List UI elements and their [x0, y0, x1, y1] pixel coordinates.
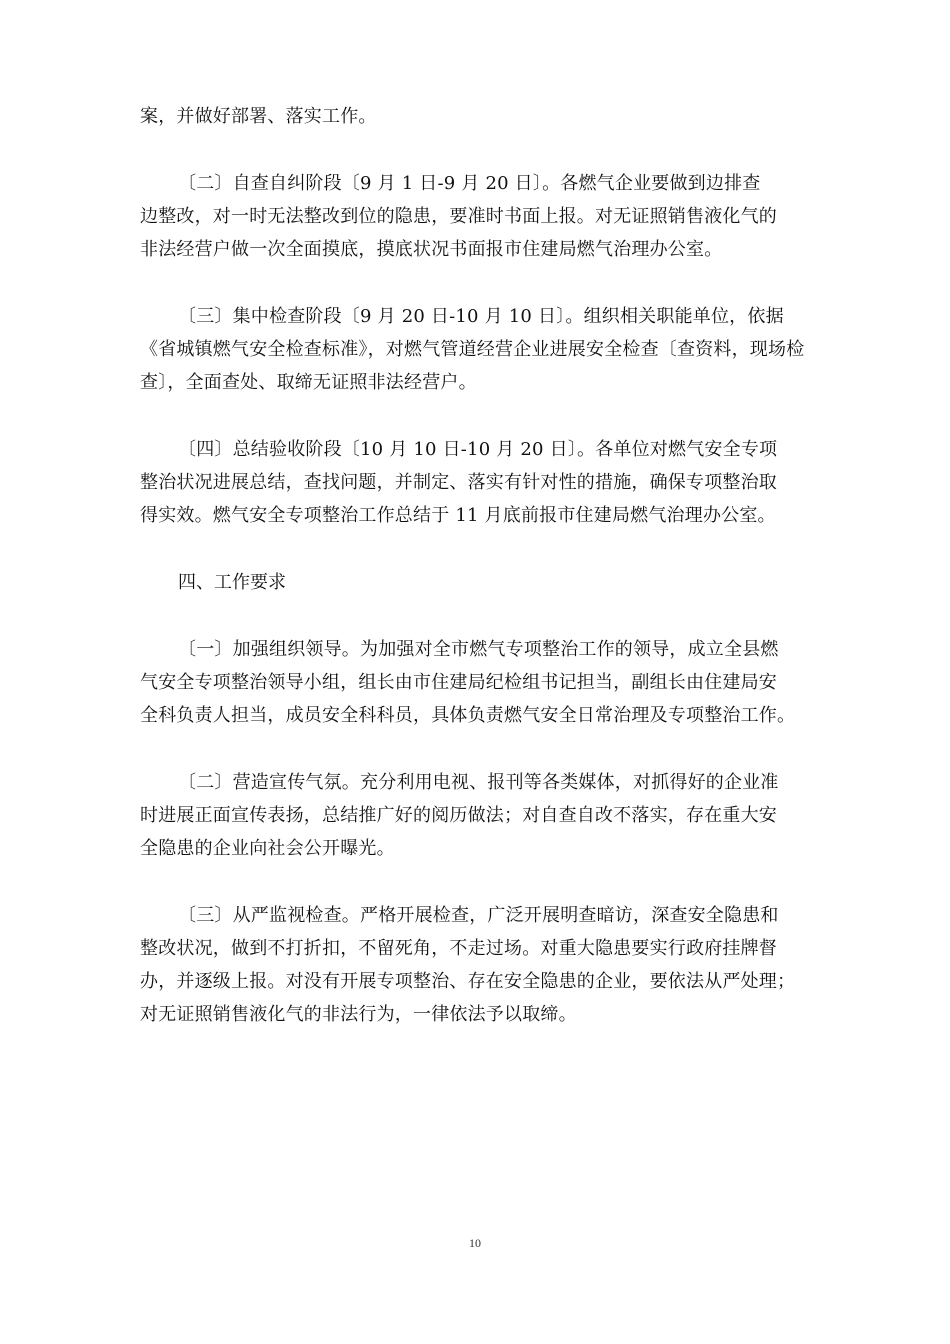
text-line: 办，并逐级上报。对没有开展专项整治、存在安全隐患的企业，要依法从严处理； [140, 971, 796, 992]
text-line: 整改状况，做到不打折扣，不留死角，不走过场。对重大隐患要实行政府挂牌督 [140, 938, 777, 959]
paragraph-centralized-inspection-phase [140, 300, 812, 399]
text-line: 非法经营户做一次全面摸底，摸底状况书面报市住建局燃气治理办公室。 [140, 239, 723, 260]
page-number: 10 [469, 1236, 481, 1250]
paragraph-self-inspection-phase [140, 167, 812, 266]
text-line: 全科负责人担当，成员安全科科员，具体负责燃气安全日常治理及专项整治工作。 [140, 705, 796, 726]
paragraph-summary-acceptance-phase [140, 433, 812, 532]
paragraph-intro-continuation [140, 100, 812, 133]
text-line: 得实效。燃气安全专项整治工作总结于 11 月底前报市住建局燃气治理办公室。 [140, 505, 776, 526]
paragraph-requirement-publicity [140, 766, 812, 865]
text-line: 〔二〕营造宣传气氛。充分利用电视、报刊等各类媒体，对抓得好的企业准 [178, 772, 779, 793]
text-line: 〔二〕自查自纠阶段〔9 月 1 日-9 月 20 日〕。各燃气企业要做到边排查 [178, 173, 761, 194]
text-line: 查〕，全面查处、取缔无证照非法经营户。 [140, 372, 477, 393]
section-heading-work-requirements: 四、工作要求 [178, 572, 286, 593]
text-line: 气安全专项整治领导小组，组长由市住建局纪检组书记担当，副组长由住建局安 [140, 672, 777, 693]
document-body [140, 100, 812, 1065]
text-line: 全隐患的企业向社会公开曝光。 [140, 838, 395, 859]
text-line: 对无证照销售液化气的非法行为，一律依法予以取缔。 [140, 1004, 577, 1025]
text-line: 〔一〕加强组织领导。为加强对全市燃气专项整治工作的领导，成立全县燃 [178, 639, 779, 660]
text-line: 时进展正面宣传表扬，总结推广好的阅历做法；对自查自改不落实，存在重大安 [140, 805, 777, 826]
paragraph-requirement-supervision [140, 899, 812, 1031]
text-line: 整治状况进展总结，查找问题，并制定、落实有针对性的措施，确保专项整治取 [140, 472, 777, 493]
text-line: 〔三〕集中检查阶段〔9 月 20 日-10 月 10 日〕。组织相关职能单位，依据 [178, 306, 784, 327]
text-line: 〔四〕总结验收阶段〔10 月 10 日-10 月 20 日〕。各单位对燃气安全专项 [178, 439, 778, 460]
text-line: 《省城镇燃气安全检查标准》，对燃气管道经营企业进展安全检查〔查资料，现场检 [140, 339, 805, 360]
text-line: 边整改，对一时无法整改到位的隐患，要准时书面上报。对无证照销售液化气的 [140, 206, 777, 227]
paragraph-requirement-leadership [140, 633, 812, 732]
text-line: 案，并做好部署、落实工作。 [140, 106, 377, 127]
text-line: 〔三〕从严监视检查。严格开展检查，广泛开展明查暗访，深查安全隐患和 [178, 905, 779, 926]
